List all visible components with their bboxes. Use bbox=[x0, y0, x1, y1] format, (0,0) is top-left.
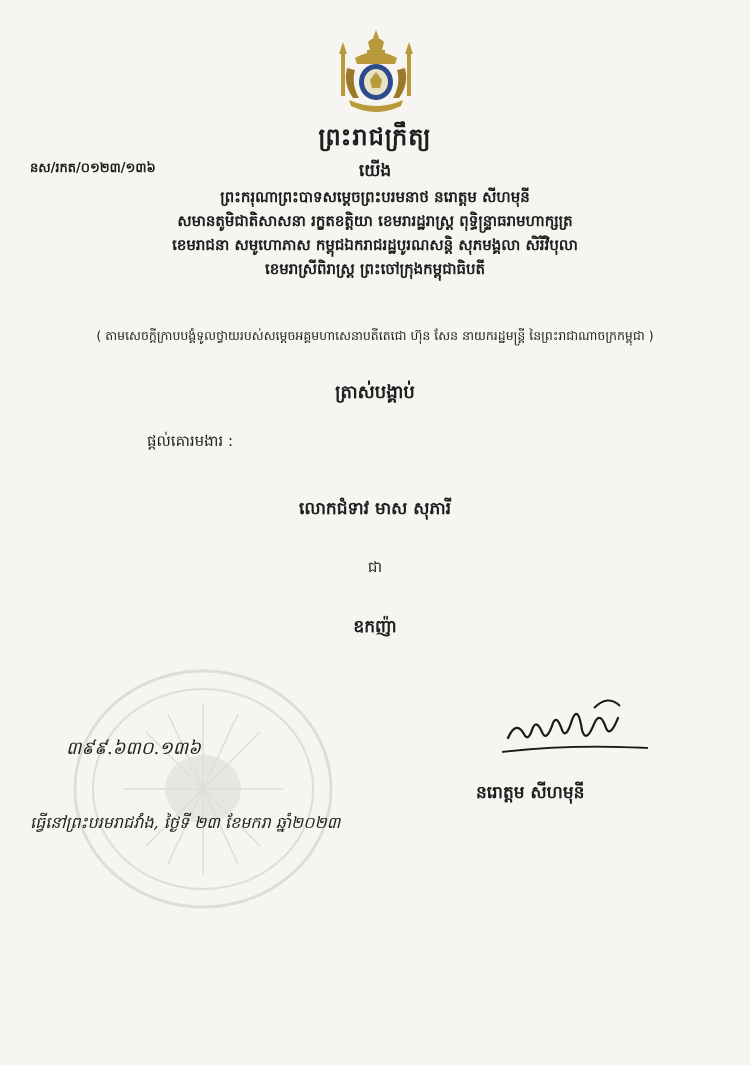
king-title-line-2: សមានតូមិជាតិសាសនា រក្ខតខត្តិយា ខេមរារដ្ឋរាស្ត្រ ពុទ្ធិន្ទ្រាធរាមហាក្សត្រ bbox=[177, 212, 573, 230]
reference-number: នស/រកត/០១២៣/១៣៦ bbox=[30, 161, 156, 176]
we-heading: យើង bbox=[358, 161, 392, 181]
decree-title: ព្រះរាជក្រឹត្យ bbox=[318, 123, 432, 151]
grant-label: ផ្តល់គោរមងារ : bbox=[147, 432, 233, 450]
signer-name: នរោត្តម សីហមុនី bbox=[476, 783, 585, 803]
royal-seal-stamp-icon bbox=[68, 664, 338, 914]
king-title-line-1: ព្រះករុណាព្រះបាទសម្តេចព្រះបរមនាថ នរោត្តម សីហមុនី bbox=[220, 188, 530, 206]
rank-title: ឧកញ៉ា bbox=[353, 617, 397, 637]
king-title-line-3: ខេមរាជនា សមូហោភាស កម្ពុជឯករាជរដ្ឋបូរណសន្តិ សុភមង្គលា សិរីវិបុលា bbox=[172, 236, 578, 254]
royal-crest-icon bbox=[335, 28, 417, 120]
lunar-date: ៣៩៩.៦៣០.១៣៦ bbox=[66, 738, 201, 759]
as-word: ជា bbox=[367, 558, 383, 576]
recipient-name: លោកជំទាវ មាស សុភារី bbox=[298, 499, 452, 519]
reference-note: ( តាមសេចក្តីក្រាបបង្គំទូលថ្វាយរបស់សម្តេចអគ្គមហាសេនាបតីតេជោ ហ៊ុន សែន នាយករដ្ឋមន្ត្រី នៃព្រះរាជាណាចក្រកម្ពុជា ) bbox=[96, 328, 654, 343]
king-title-line-4: ខេមរាស្រីពិរាស្ត្រ ព្រះចៅក្រុងកម្ពុជាធិបតី bbox=[264, 260, 486, 278]
decree-word: ត្រាស់បង្គាប់ bbox=[335, 382, 415, 403]
place-and-date: ធ្វើនៅព្រះបរមរាជវាំង, ថ្ងៃទី ២៣ ខែមករា ឆ្នាំ២០២៣ bbox=[30, 813, 341, 832]
royal-signature-icon bbox=[498, 690, 658, 770]
